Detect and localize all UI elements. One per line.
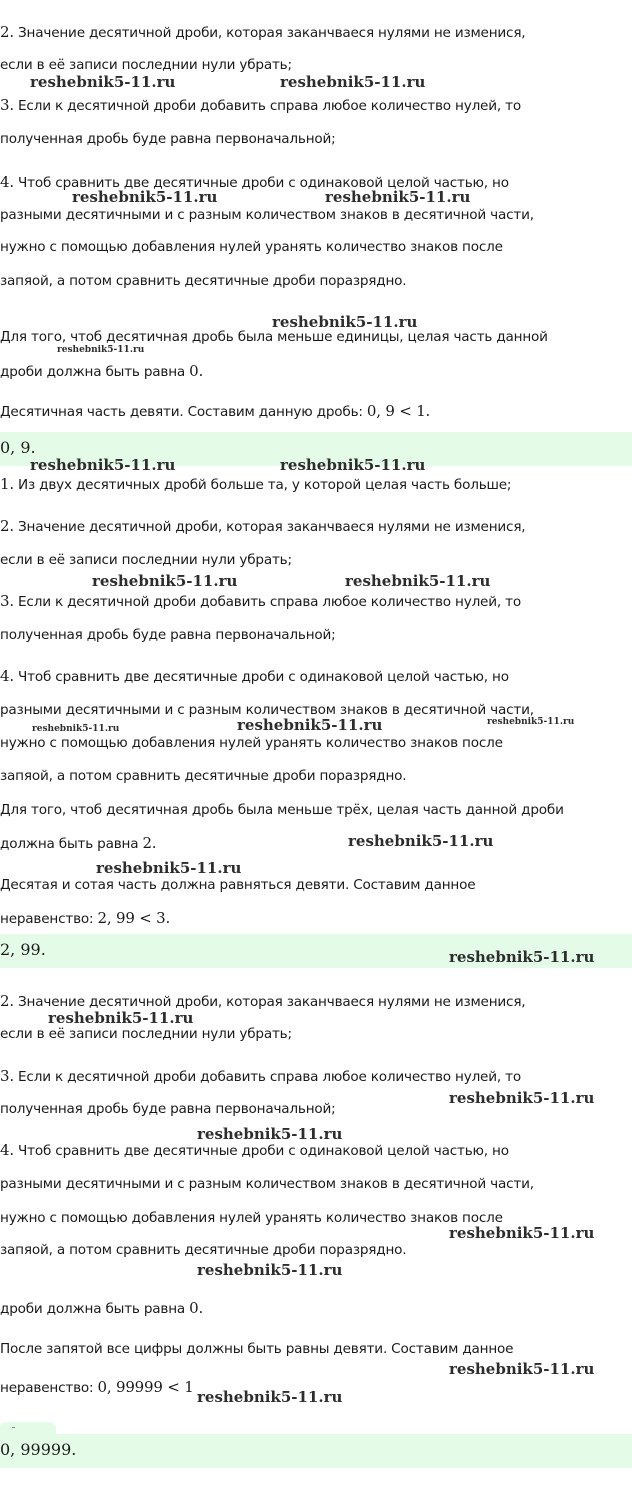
rule-line (0, 1141, 509, 1159)
rule-text: разными десятичными и с разным количеством знаков в десятичной части, (0, 1176, 534, 1192)
rule-number: 2. (0, 23, 14, 41)
rule-line (0, 475, 511, 493)
watermark: reshebnik5-11.ru (197, 1388, 343, 1406)
rule-line (0, 1175, 534, 1193)
tab-dot (12, 1427, 15, 1428)
math-expression: 2. (142, 834, 157, 852)
watermark: reshebnik5-11.ru (348, 832, 494, 850)
rule-number: 3. (0, 592, 14, 610)
rule-text: Чтоб сравнить две десятичные дроби с одинаковой целой частью, но (13, 1143, 509, 1159)
answer-value: 0, 99999. (0, 1440, 77, 1459)
watermark: reshebnik5-11.ru (197, 1261, 343, 1279)
rule-line (0, 992, 525, 1010)
rule-number: 4. (0, 1141, 14, 1159)
watermark: reshebnik5-11.ru (325, 188, 471, 206)
reasoning-text: Для того, чтоб десятичная дробь была меньше единицы, целая часть данной (0, 329, 548, 345)
rule-text: полученная дробь буде равна первоначальной; (0, 1101, 336, 1117)
conclusion-text: Десятичная часть девяти. Составим данную дробь: (0, 404, 367, 420)
rule-text: нужно с помощью добавления нулей уранять количество знаков после (0, 239, 503, 255)
math-expression: 0. (189, 362, 204, 380)
rule-text: Значение десятичной дроби, которая заканчваеся нулями не изменися, (13, 994, 526, 1010)
watermark: reshebnik5-11.ru (57, 345, 145, 355)
rule-text: Чтоб сравнить две десятичные дроби с одинаковой целой частью, но (13, 175, 509, 191)
watermark: reshebnik5-11.ru (32, 724, 120, 734)
rule-text: если в её записи последнии нули убрать; (0, 1026, 292, 1042)
watermark: reshebnik5-11.ru (30, 73, 176, 91)
rule-number: 3. (0, 96, 14, 114)
rule-line (0, 23, 525, 41)
answer-value: 2, 99. (0, 940, 46, 959)
rule-text: полученная дробь буде равна первоначальной; (0, 627, 336, 643)
watermark: reshebnik5-11.ru (280, 73, 426, 91)
conclusion-text: неравенство: (0, 1380, 98, 1396)
rule-line (0, 1100, 336, 1118)
rule-number: 3. (0, 1067, 14, 1085)
watermark: reshebnik5-11.ru (487, 717, 575, 727)
watermark: reshebnik5-11.ru (48, 1009, 194, 1027)
math-expression: 2, 99 < 3. (97, 909, 171, 927)
rule-text: полученная дробь буде равна первоначальной; (0, 131, 336, 147)
math-expression: 0, 99999 < 1 (97, 1378, 194, 1396)
watermark: reshebnik5-11.ru (449, 1360, 595, 1378)
rule-number: 2. (0, 992, 14, 1010)
rule-text: Если к десятичной дроби добавить справа любое количество нулей, то (13, 1069, 521, 1085)
rule-line (0, 592, 521, 610)
rule-line (0, 551, 292, 569)
rule-text: Значение десятичной дроби, которая заканчваеся нулями не изменися, (13, 519, 526, 535)
rule-line (0, 130, 336, 148)
answer-value: 0, 9. (0, 438, 36, 457)
watermark: reshebnik5-11.ru (96, 859, 242, 877)
rule-text: Значение десятичной дроби, которая заканчваеся нулями не изменися, (13, 25, 526, 41)
reasoning-line (0, 1299, 203, 1317)
rule-text: Чтоб сравнить две десятичные дроби с одинаковой целой частью, но (13, 669, 509, 685)
rule-text: Из двух десятичных дробй больше та, у которой целая часть больше; (13, 477, 512, 493)
watermark: reshebnik5-11.ru (92, 572, 238, 590)
rule-line (0, 206, 534, 224)
rule-line (0, 1067, 521, 1085)
rule-line (0, 272, 406, 290)
reasoning-line (0, 834, 156, 852)
rule-text: запяой, а потом сравнить десятичные дроби поразрядно. (0, 768, 407, 784)
reasoning-text: дроби должна быть равна (0, 364, 190, 380)
rule-line (0, 96, 521, 114)
rule-number: 4. (0, 173, 14, 191)
reasoning-text: дроби должна быть равна (0, 1301, 190, 1317)
math-expression: 0, 9 < 1. (366, 402, 431, 420)
watermark: reshebnik5-11.ru (30, 456, 176, 474)
conclusion-text: Десятая и сотая часть должна равняться девяти. Составим данное (0, 877, 476, 893)
watermark: reshebnik5-11.ru (280, 456, 426, 474)
rule-text: если в её записи последнии нули убрать; (0, 57, 292, 73)
rule-line (0, 1209, 503, 1227)
reasoning-line (0, 801, 564, 819)
rule-line (0, 1025, 292, 1043)
reasoning-line (0, 362, 203, 380)
rule-line (0, 517, 525, 535)
rule-line (0, 667, 509, 685)
reasoning-text: Для того, чтоб десятичная дробь была меньше трёх, целая часть данной дроби (0, 802, 564, 818)
rule-line (0, 734, 503, 752)
conclusion-line (0, 909, 170, 927)
rule-number: 2. (0, 517, 14, 535)
watermark: reshebnik5-11.ru (237, 716, 383, 734)
math-expression: 0. (189, 1299, 204, 1317)
rule-line (0, 1241, 406, 1259)
rule-text: Если к десятичной дроби добавить справа любое количество нулей, то (13, 98, 521, 114)
rule-line (0, 238, 503, 256)
rule-text: Если к десятичной дроби добавить справа любое количество нулей, то (13, 594, 521, 610)
rule-number: 4. (0, 667, 14, 685)
conclusion-line (0, 1340, 513, 1358)
watermark: reshebnik5-11.ru (449, 1089, 595, 1107)
conclusion-text: неравенство: (0, 911, 98, 927)
rule-text: разными десятичными и с разным количеством знаков в десятичной части, (0, 207, 534, 223)
rule-text: запяой, а потом сравнить десятичные дроби поразрядно. (0, 273, 407, 289)
watermark: reshebnik5-11.ru (449, 948, 595, 966)
reasoning-text: должна быть равна (0, 836, 143, 852)
conclusion-text: После запятой все цифры должны быть равны девяти. Составим данное (0, 1341, 514, 1357)
rule-line (0, 626, 336, 644)
watermark: reshebnik5-11.ru (449, 1224, 595, 1242)
rule-text: запяой, а потом сравнить десятичные дроби поразрядно. (0, 1242, 407, 1258)
rule-text: разными десятичными и с разным количеством знаков в десятичной части, (0, 702, 534, 718)
conclusion-line (0, 1378, 194, 1396)
rule-line (0, 767, 406, 785)
watermark: reshebnik5-11.ru (272, 313, 418, 331)
watermark: reshebnik5-11.ru (197, 1125, 343, 1143)
answer-box (0, 1434, 632, 1468)
conclusion-line (0, 876, 475, 894)
watermark: reshebnik5-11.ru (345, 572, 491, 590)
rule-text: нужно с помощью добавления нулей уранять количество знаков после (0, 1210, 503, 1226)
rule-number: 1. (0, 475, 14, 493)
rule-text: нужно с помощью добавления нулей уранять количество знаков после (0, 735, 503, 751)
watermark: reshebnik5-11.ru (72, 188, 218, 206)
rule-line (0, 56, 292, 74)
conclusion-line (0, 402, 430, 420)
rule-text: если в её записи последнии нули убрать; (0, 552, 292, 568)
